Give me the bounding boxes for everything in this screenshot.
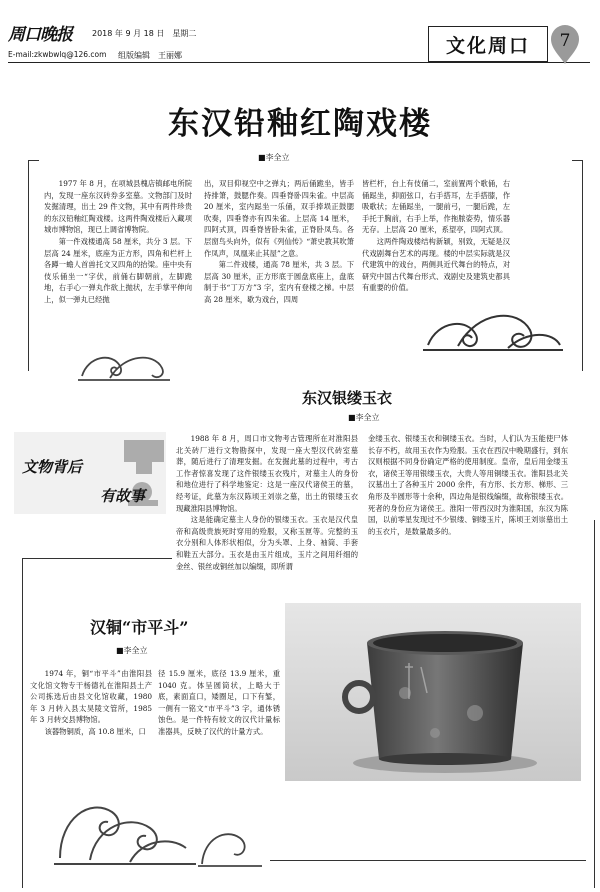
paragraph: 该器物铜质，高 10.8 厘米，口 (44, 726, 146, 736)
article3-frame-right (586, 520, 595, 888)
paragraph: 这两件陶戏楼结构新颖，别致，无疑是汉代戏剧舞台艺术的再现。楼的中层实际就是汉代建筑中的戏台，两侧具近代舞台的特点，对研究中国古代舞台形式、戏剧史及建筑史都具有重要的价值。 (362, 236, 510, 293)
paragraph: 径 15.9 厘米，底径 13.9 厘米，重 1040 克。体呈圆筒状，上略大于底，素面直口，矮圈足，口下有錾，一侧有一铭文“市平斗”3 字，通体锈蚀色。是一件特有较文的汉代计量标准器具，反映了汉代的计量方式。 (158, 669, 280, 736)
article-frame-right (572, 160, 583, 371)
article3-byline: ■李全立 (116, 646, 148, 655)
issue-date: 2018 年 9 月 18 日 星期二 (92, 29, 197, 38)
paragraph: 1977 年 8 月，在项城县槐店镇邮电所院内，发现一座东汉砖券多室墓。文物部门及时发掘清理，出土 29 件文物，其中有两件珍贵的东汉铅釉红陶戏楼。这两件陶戏楼后入藏项城市博物馆，现已上调省博物院。 (44, 179, 192, 235)
banner-text-line-2: 有故事 (100, 487, 146, 505)
wave-ornament-icon (196, 810, 266, 870)
layout-editor: 组版编辑 王丽娜 (118, 51, 182, 60)
bronze-vessel-icon (285, 603, 581, 781)
article-frame-left (28, 160, 39, 371)
paragraph: 这是能确定墓主人身份的银缕玉衣。玉衣是汉代皇帝和高级贵族死时穿用的殓服，又称玉匣等。完整的玉衣分别和人体形状相似，分为头罩、上身、袖筒、手套和鞋五大部分。玉衣是由玉片组成，玉片之间用纤细的金丝、银丝或铜丝加以编缀，即所谓 (176, 515, 358, 571)
section-title: 文化周口 (428, 26, 548, 62)
cloud-ornament-icon (74, 340, 174, 384)
cloud-ornament-icon (418, 300, 568, 360)
article3-column-2 (158, 668, 280, 762)
article3-title: 汉铜“市平斗” (90, 618, 189, 637)
article2-column-1 (176, 433, 358, 571)
paragraph: 出，双目仰视空中之弹丸；两后俑跪坐，皆手持排箫，鼓腮作奏。四垂脊卧四朱雀。中层高 20 厘米，室内跽坐一乐俑，双手捧埙正鼓腮吹奏，四垂脊亦有四朱雀。上层高 14 厘米，四阿式顶，四垂脊皆卧朱雀，正脊卧凤鸟。各层窗鸟头向外，似有《列仙传》“萧史教其吹箫作凤声，凤凰来止其屋”之意。 (204, 179, 354, 258)
article2-title: 东汉银缕玉衣 (302, 389, 393, 407)
article3-frame-bottom (270, 860, 586, 861)
paragraph: 第一件戏楼通高 58 厘米，共分 3 层。下层高 24 厘米，底座为正方形，四角和栏杆上各蹲一蟾人首兽托文又四角的抬梁。座中央有伎乐俑坐一“字伏，前俑右脚朝前，左脚跪地，右手心一弹丸作欲上抛状，左手掌平伸向上，似一弹丸已经抛 (44, 236, 192, 304)
page-number-drop-icon (548, 22, 582, 66)
wave-ornament-icon (50, 778, 200, 868)
page-number: 7 (559, 31, 571, 51)
paragraph: 金缕玉衣、银缕玉衣和铜缕玉衣。当时，人们认为玉能使尸体长存不朽，故用玉衣作为殓服。玉衣在西汉中晚期盛行，到东汉则根据不同身份确定严格的使用制度。皇帝，皇后用金缕玉衣，诸侯王等用银缕玉衣，大贵人等用铜缕玉衣。淮阳县北关汉墓出土了各种玉片 2000 余件，有方形、长方形、梯形、三角形及半圆形等十余种，四边角是银线编缀，故称银缕玉衣。死者的身份应为诸侯王。淮阳一带西汉时为淮阳国，东汉为陈国，以前零星发现过不少银缕、铜缕玉片，陈顷王刘崇墓出土的玉衣片，是数量最多的。 (368, 434, 568, 536)
paragraph: 皆栏杆，台上有伎俑二，室前置两个歌俑，右俑跽坐，抑面弦口，右手搭耳，左手搭膝，作吸歌状；左俑跽坐，一腿前弓，一腿后跪，左手托于胸前，右手上举，作拖脓姿势，情乐器无存。上层高 20 厘米，系望亭，四阿式顶。 (362, 179, 510, 235)
contact-email: E-mail:zkwbwlq@126.com (8, 50, 107, 59)
article1-title: 东汉铅釉红陶戏楼 (168, 106, 432, 142)
article3-column-1 (30, 668, 152, 762)
page-number-badge (548, 22, 582, 66)
article2-byline: ■李全立 (348, 413, 380, 422)
article3-frame-top (22, 558, 172, 559)
article2-column-2 (368, 433, 568, 551)
paragraph: 第二件戏楼，通高 78 厘米，共 3 层。下层高 30 厘米，正方形底于圆盘底座上，盘底制于书“丁万方”3 字，室内有登楼之梯。中层高 28 厘米，歇为戏台，四周 (204, 260, 354, 304)
bronze-measure-photo (285, 603, 581, 781)
article1-column-1 (44, 178, 192, 338)
masthead-logo: 周口晚报 (8, 25, 72, 45)
header-rule (8, 62, 590, 63)
paragraph: 1974 年，铜“市平斗”由淮阳县文化馆文物专干杨德礼在淮阳县土产公司拣选后由县文化馆收藏，1980 年 3 月转入县太昊陵文管所，1985 年 3 月转交县博物馆。 (30, 669, 152, 725)
paragraph: 1988 年 8 月，周口市文物考古管理所在对淮阳县北关砖厂进行文物勘探中，发现一座大型汉代砖室墓葬，随后进行了清理发掘。在发掘此墓的过程中，考古工作者惊喜发现了这件银缕玉衣残片，对墓主人的身份和地位进行了科学地鉴定：这是一座汉代诸侯王的墓，经考证，此墓为东汉陈顷王刘崇之墓，出土的银缕玉衣现藏淮阳县博物馆。 (176, 434, 358, 513)
banner-text-line-1: 文物背后 (22, 458, 83, 476)
article1-byline: ■李全立 (258, 153, 290, 162)
article1-column-2 (204, 178, 354, 338)
